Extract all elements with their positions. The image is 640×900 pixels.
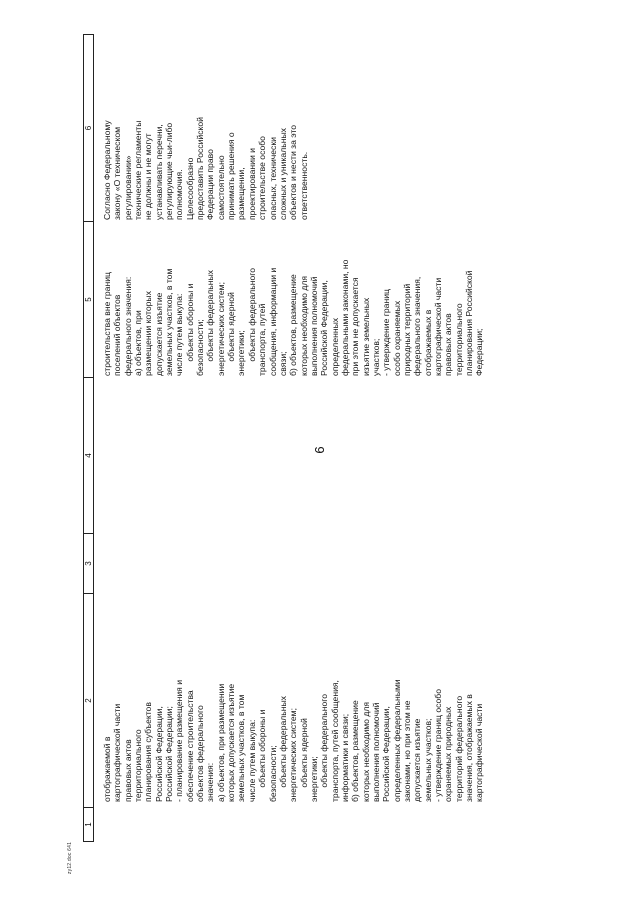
column-5-text: строительства вне границ поселений объектов федерального значения: а) объектов, при размещении которых допускается изъятие земельных участков, в том числе путем выкупа: объекты обороны и безопасности; объекты федеральных энергетических систем; объекты ядерной энергетики; объекты федерального транспорта, путей сообщения, информации и связи; б) объектов, размещение которых необходимо для выполнения полномочий Российской Федерации, определенных федеральными законами, но при этом не допускается изъятие земельных участков; - утверждение границ особо охраняемых природных территорий федерального значения, отображаемых в картографической части правовых актов территориального планирования Российской Федерации; xyxy=(102,259,485,376)
column-header-1: 1 xyxy=(84,807,93,841)
page-number: 9 xyxy=(312,446,327,454)
column-header-5: 5 xyxy=(84,221,93,377)
column-6-text: Согласно Федеральному закону «О техническом регулировании» технические регламенты не должны и не могут устанавливать перечни, регулирующие чьи-либо полномочия. Целесообразно предоставить Российской Федерации право самостоятельно принимать решения о размещении, проектировании и строительстве особо опасных, технически сложных и уникальных объектов и нести за это ответственность. xyxy=(102,117,309,220)
column-header-2: 2 xyxy=(84,593,93,807)
column-2-text: отображаемой в картографической части правовых актов территориального планирования субъектов Российской Федерации, Российской Федерации; - планирование размещения и обеспечение строительства объектов федерального значения: а) объектов, при размещении которых допускается изъятие земельных участков, в том числе путем выкупа: объекты обороны и безопасности; объекты федеральных энергетических систем; объекты ядерной энергетики; объекты федерального транспорта, путей сообщения, информатики и связи; б) объектов, размещение которых необходимо для выполнения полномочий Российской Федерации, определенных федеральными законами, но при этом не допускается изъятие земельных участков; - утверждение границ особо охраняемых природных территорий федерального значения, отображаемых в картографической части xyxy=(102,679,485,802)
column-header-3: 3 xyxy=(84,533,93,593)
footer-stamp: zy12.doc 641 xyxy=(67,841,73,875)
column-header-4: 4 xyxy=(84,377,93,533)
table-header-row xyxy=(83,34,94,842)
column-header-6: 6 xyxy=(84,125,93,131)
comparison-table xyxy=(83,34,581,842)
